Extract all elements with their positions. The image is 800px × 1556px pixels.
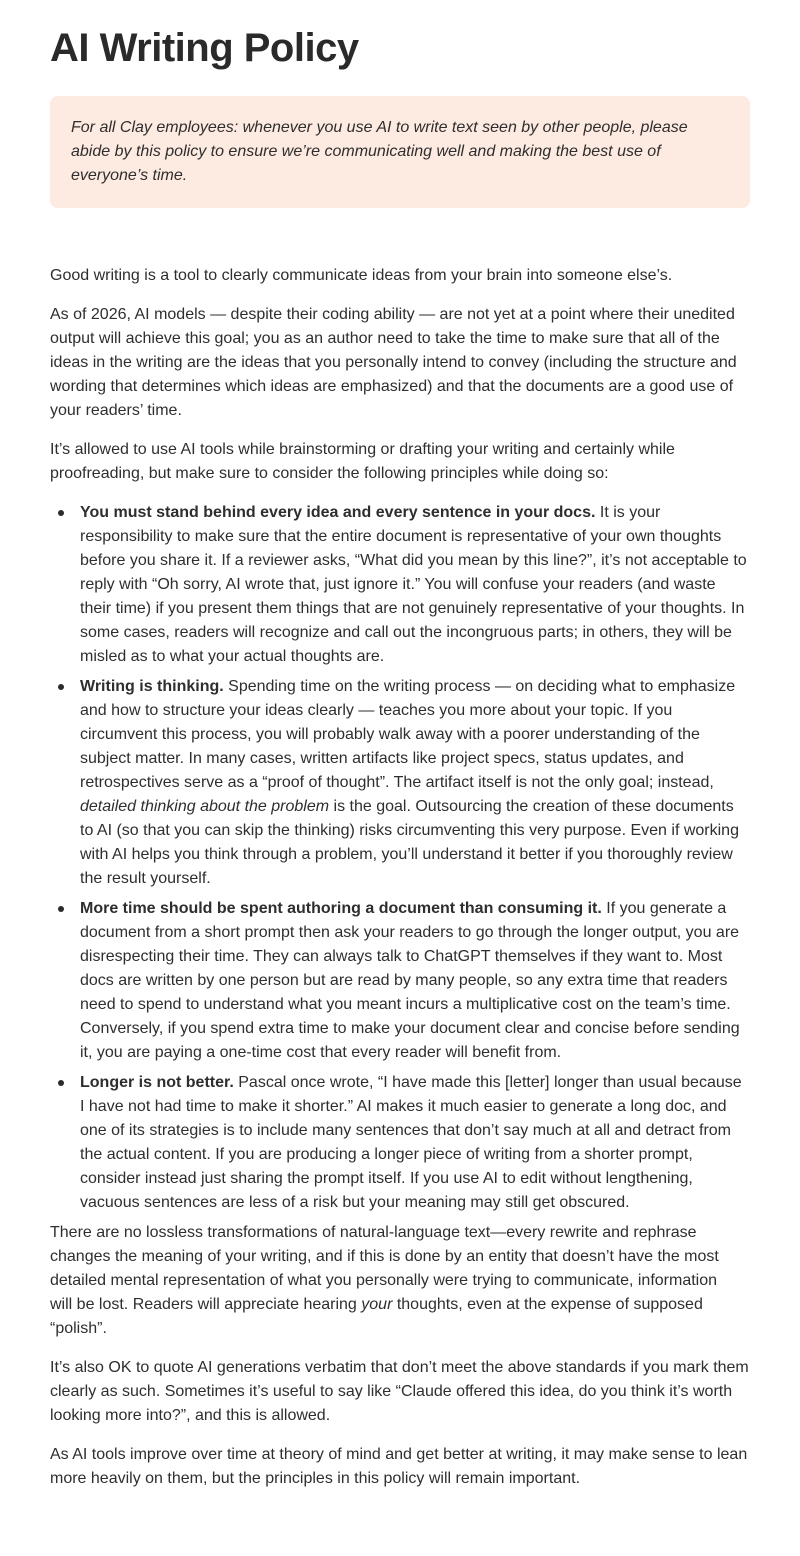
page-title: AI Writing Policy [50,26,359,70]
intro-paragraph: It’s allowed to use AI tools while brainstorming or drafting your writing and certainly while proofreading, but make sure to consider the following principles while doing so: [50,441,675,482]
intro-paragraph: Good writing is a tool to clearly communicate ideas from your brain into someone else’s. [50,267,673,284]
audience-callout: For all Clay employees: whenever you use AI to write text seen by other people, please abide by this policy to ensure we’re communicating well and making the best use of everyone’s time. [50,96,750,208]
list-item [50,501,750,669]
principle-heading: Longer is not better. [80,1074,234,1091]
principle-sub-paragraph [50,1221,750,1341]
principle-emphasis: detailed thinking about the problem [80,798,330,815]
principle-text: Pascal once wrote, “I have made this [letter] longer than usual because I have not had time to make it shorter.” AI makes it much easier to generate a long doc, and one of its strategies is to include many sentences that don’t say much at all and detract from the actual content. If you are producing a longer piece of writing from a shorter prompt, consider instead just sharing the prompt itself. If you use AI to edit without lengthening, vacuous sentences are less of a risk but your meaning may still get obscured. [80,1074,742,1211]
intro-paragraph: As of 2026, AI models — despite their coding ability — are not yet at a point where their unedited output will achieve this goal; you as an author need to take the time to make sure that all of the ideas in the writing are the ideas that you personally intend to convey (including the structure and wording that determines which ideas are emphasized) and that the documents are a good use of your readers’ time. [50,306,737,419]
sub-paragraph-text: There are no lossless transformations of natural-language text—every rewrite and rephrase changes the meaning of your writing, and if this is done by an entity that doesn’t have the most detailed mental representation of what you personally were trying to communicate, information will be lost. Readers will appreciate hearing [50,1224,719,1313]
principle-heading: Writing is thinking. [80,678,224,695]
principles-list [50,501,750,1215]
closing-paragraph: It’s also OK to quote AI generations verbatim that don’t meet the above standards if you mark them clearly as such. Sometimes it’s useful to say like “Claude offered this idea, do you think it’s worth looking more into?”, and this is allowed. [50,1359,749,1424]
principle-text: is the goal. Outsourcing the creation of these documents to AI (so that you can skip the thinking) risks circumventing this very purpose. Even if working with AI helps you think through a problem, you’ll understand it better if you thoroughly review the result yourself. [80,798,739,887]
bullet-icon [58,684,64,690]
policy-page [50,0,750,1491]
list-item [50,675,750,891]
closing-paragraph: As AI tools improve over time at theory of mind and get better at writing, it may make sense to lean more heavily on them, but the principles in this policy will remain important. [50,1446,748,1487]
bullet-icon [58,510,64,516]
principle-text: It is your responsibility to make sure that the entire document is representative of your own thoughts before you share it. If a reviewer asks, “What did you mean by this line?”, it’s not acceptable to reply with “Oh sorry, AI wrote that, just ignore it.” You will confuse your readers (and waste their time) if you present them things that are not genuinely representative of your thoughts. In some cases, readers will recognize and call out the incongruous parts; in others, they will be misled as to what your actual thoughts are. [80,504,747,665]
principle-text: Spending time on the writing process — on deciding what to emphasize and how to structure your ideas clearly — teaches you more about your topic. If you circumvent this process, you will probably walk away with a poorer understanding of the subject matter. In many cases, written artifacts like project specs, status updates, and retrospectives serve as a “proof of thought”. The artifact itself is not the only goal; instead, [80,678,736,791]
list-item [50,1071,750,1215]
sub-paragraph-text: thoughts, even at the expense of supposed “polish”. [50,1296,703,1337]
bullet-icon [58,1080,64,1086]
principle-heading: More time should be spent authoring a document than consuming it. [80,900,602,917]
bullet-icon [58,906,64,912]
principle-heading: You must stand behind every idea and every sentence in your docs. [80,504,596,521]
principle-text: If you generate a document from a short prompt then ask your readers to go through the longer output, you are disrespecting their time. They can always talk to ChatGPT themselves if they want to. Most docs are written by one person but are read by many people, so any extra time that readers need to spend to understand what you meant incurs a multiplicative cost on the team’s time. Conversely, if you spend extra time to make your document clear and concise before sending it, you are paying a one-time cost that every reader will benefit from. [80,900,740,1061]
policy-body [50,264,750,1491]
sub-paragraph-emphasis: your [361,1296,393,1313]
list-item [50,897,750,1065]
